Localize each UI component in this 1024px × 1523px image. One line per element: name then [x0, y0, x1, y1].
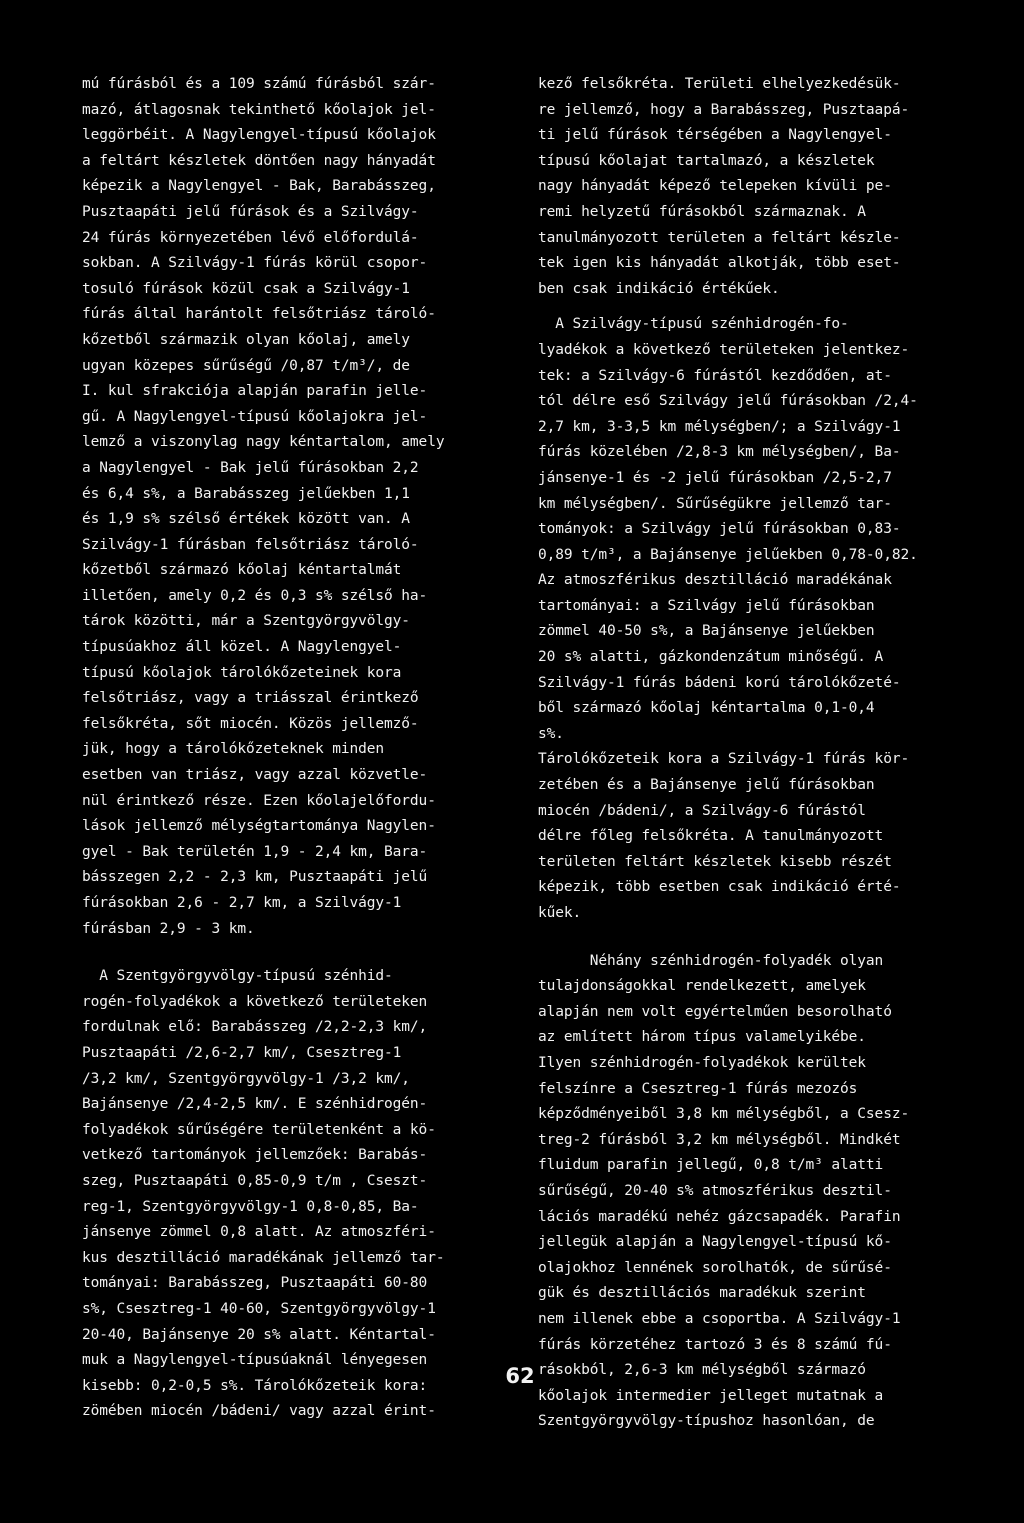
- text-line: 0,89 t/m³, a Bajánsenye jelűekben 0,78-0,82.: [538, 546, 918, 563]
- text-line: gük és desztillációs maradékuk szerint: [538, 1285, 866, 1302]
- text-line: re jellemző, hogy a Barabásszeg, Pusztaapá-: [538, 101, 910, 118]
- text-line: lyadékok a következő területeken jelentkez-: [538, 341, 910, 358]
- text-line: nem illenek ebbe a csoportba. A Szilvágy-1: [538, 1310, 901, 1327]
- text-line: Szilvágy-1 fúrásban felsőtriász tároló-: [82, 536, 419, 553]
- text-line: tományok: a Szilvágy jelű fúrásokban 0,83-: [538, 521, 901, 538]
- left-column: [82, 72, 507, 1425]
- text-line: fúrásokban 2,6 - 2,7 km, a Szilvágy-1: [82, 895, 402, 911]
- text-line: és 1,9 s% szélső értékek között van. A: [82, 511, 410, 528]
- text-line: lációs maradékú nehéz gázcsapadék. Parafin: [538, 1208, 901, 1225]
- text-line: nül érintkező része. Ezen kőolajelőfordu-: [82, 792, 436, 809]
- text-line: gű. A Nagylengyel-típusú kőolajokra jel-: [82, 408, 428, 425]
- text-line: Szilvágy-1 fúrás bádeni korú tárolókőzeté-: [538, 674, 901, 691]
- text-line: 20 s% alatti, gázkondenzátum minőségű. A: [538, 649, 884, 666]
- text-line: Tárolókőzeteik kora a Szilvágy-1 fúrás kör-: [538, 751, 910, 768]
- text-line: leggörbéit. A Nagylengyel-típusú kőolajok: [82, 127, 436, 144]
- text-line: miocén /bádeni/, a Szilvágy-6 fúrástól: [538, 802, 866, 819]
- text-line: és 6,4 s%, a Barabásszeg jelűekben 1,1: [82, 485, 410, 502]
- text-line: reg-1, Szentgyörgyvölgy-1 0,8-0,85, Ba-: [82, 1198, 419, 1215]
- text-line: treg-2 fúrásból 3,2 km mélységből. Mindkét: [538, 1131, 901, 1148]
- text-line: kőzetből származó kőolaj kéntartalmát: [82, 562, 402, 579]
- text-line: felsőtriász, vagy a triásszal érintkező: [82, 690, 419, 707]
- text-line: a Nagylengyel - Bak jelű fúrásokban 2,2: [82, 459, 419, 476]
- left-paragraph-2: [82, 964, 507, 1425]
- text-line: Pusztaapáti /2,6-2,7 km/, Csesztreg-1: [82, 1044, 402, 1061]
- right-paragraph-1: [538, 72, 978, 302]
- text-line: rogén-folyadékok a következő területeken: [82, 993, 428, 1010]
- text-line: kőolajok intermedier jelleget mutatnak a: [538, 1387, 884, 1404]
- text-line: zömében miocén /bádeni/ vagy azzal érint-: [82, 1403, 436, 1420]
- text-line: a feltárt készletek döntően nagy hányadát: [82, 152, 436, 169]
- text-line: Néhány szénhidrogén-folyadék olyan: [538, 952, 884, 969]
- text-line: tól délre eső Szilvágy jelű fúrásokban /2,4-: [538, 393, 918, 410]
- text-line: A Szentgyörgyvölgy-típusú szénhid-: [82, 968, 393, 985]
- text-line: I. kul sfrakciója alapján parafin jelle-: [82, 383, 428, 400]
- text-line: tek: a Szilvágy-6 fúrástól kezdődően, at-: [538, 367, 892, 384]
- text-line: fúrásban 2,9 - 3 km.: [82, 920, 255, 937]
- text-line: lemző a viszonylag nagy kéntartalom, amely: [82, 434, 445, 451]
- text-line: ből származó kőolaj kéntartalma 0,1-0,4: [538, 700, 875, 717]
- paragraph-gap: [538, 302, 978, 312]
- text-line: fluidum parafin jellegű, 0,8 t/m³ alatti: [538, 1157, 884, 1174]
- text-line: felsőkréta, sőt miocén. Közös jellemző-: [82, 715, 419, 732]
- text-line: km mélységben/. Sűrűségükre jellemző tar-: [538, 495, 892, 512]
- text-line: vetkező tartományok jellemzőek: Barabás-: [82, 1147, 428, 1164]
- text-line: délre főleg felsőkréta. A tanulmányozott: [538, 828, 884, 845]
- text-line: /3,2 km/, Szentgyörgyvölgy-1 /3,2 km/,: [82, 1070, 410, 1087]
- text-line: tulajdonságokkal rendelkezett, amelyek: [538, 978, 866, 995]
- text-line: muk a Nagylengyel-típusúaknál lényegesen: [82, 1352, 428, 1369]
- text-line: sokban. A Szilvágy-1 fúrás körül csopor-: [82, 255, 428, 272]
- left-paragraph-1: [82, 72, 507, 942]
- text-line: 24 fúrás környezetében lévő előfordulá-: [82, 229, 419, 246]
- text-line: fúrás közelében /2,8-3 km mélységben/, Ba-: [538, 444, 901, 461]
- text-line: jük, hogy a tárolókőzeteknek minden: [82, 741, 385, 758]
- text-line: tosuló fúrások közül csak a Szilvágy-1: [82, 280, 410, 297]
- text-line: képezik, több esetben csak indikáció érté-: [538, 879, 901, 896]
- text-line: folyadékok sűrűségére területenként a kö-: [82, 1121, 436, 1138]
- text-line: fúrás körzetéhez tartozó 3 és 8 számú fú-: [538, 1336, 892, 1353]
- right-column: [538, 72, 978, 1435]
- text-line: jellegük alapján a Nagylengyel-típusú kő-: [538, 1234, 892, 1251]
- text-line: tárok közötti, már a Szentgyörgyvölgy-: [82, 613, 410, 630]
- text-line: básszegen 2,2 - 2,3 km, Pusztaapáti jelű: [82, 869, 428, 886]
- text-line: Ilyen szénhidrogén-folyadékok kerültek: [538, 1054, 866, 1071]
- text-line: remi helyzetű fúrásokból származnak. A: [538, 203, 866, 220]
- right-paragraph-3: [538, 949, 978, 1435]
- text-line: Szentgyörgyvölgy-típushoz hasonlóan, de: [538, 1413, 875, 1430]
- text-line: kőzetből származik olyan kőolaj, amely: [82, 331, 410, 348]
- text-line: kező felsőkréta. Területi elhelyezkedésük-: [538, 76, 901, 92]
- text-line: területen feltárt készletek kisebb részét: [538, 853, 892, 870]
- text-line: típusú kőolajok tárolókőzeteinek kora: [82, 664, 402, 681]
- text-line: mazó, átlagosnak tekinthető kőolajok jel-: [82, 101, 436, 118]
- text-line: tek igen kis hányadát alkotják, több eset-: [538, 255, 901, 272]
- text-line: sűrűségű, 20-40 s% atmoszférikus desztil-: [538, 1182, 892, 1199]
- text-line: gyel - Bak területén 1,9 - 2,4 km, Bara-: [82, 843, 428, 860]
- text-line: fúrás által harántolt felsőtriász tároló-: [82, 306, 436, 323]
- text-line: tartományai: a Szilvágy jelű fúrásokban: [538, 597, 875, 614]
- text-line: kisebb: 0,2-0,5 s%. Tárolókőzeteik kora:: [82, 1377, 428, 1394]
- text-line: alapján nem volt egyértelműen besorolható: [538, 1003, 892, 1020]
- text-line: s%, Csesztreg-1 40-60, Szentgyörgyvölgy-1: [82, 1300, 436, 1317]
- text-line: A Szilvágy-típusú szénhidrogén-fo-: [538, 316, 849, 333]
- text-line: ti jelű fúrások térségében a Nagylengyel-: [538, 127, 892, 144]
- page-number: 62: [505, 1364, 535, 1388]
- text-line: ugyan közepes sűrűségű /0,87 t/m³/, de: [82, 357, 410, 374]
- text-line: képződményeiből 3,8 km mélységből, a Csesz-: [538, 1106, 910, 1123]
- text-line: zetében és a Bajánsenye jelű fúrásokban: [538, 777, 875, 794]
- text-line: mú fúrásból és a 109 számú fúrásból szár-: [82, 76, 436, 92]
- text-line: tományai: Barabásszeg, Pusztaapáti 60-80: [82, 1275, 428, 1292]
- text-line: jánsenye-1 és -2 jelű fúrásokban /2,5-2,7: [538, 469, 892, 486]
- text-line: s%.: [538, 725, 564, 742]
- text-line: esetben van triász, vagy azzal közvetle-: [82, 767, 428, 784]
- text-line: rásokból, 2,6-3 km mélységből származó: [538, 1362, 866, 1379]
- text-line: lások jellemző mélységtartománya Nagylen-: [82, 818, 436, 835]
- text-line: zömmel 40-50 s%, a Bajánsenye jelűekben: [538, 623, 875, 640]
- text-line: szeg, Pusztaapáti 0,85-0,9 t/m , Cseszt-: [82, 1172, 428, 1189]
- text-line: az említett három típus valamelyikébe.: [538, 1029, 866, 1046]
- text-line: 20-40, Bajánsenye 20 s% alatt. Kéntartal-: [82, 1326, 436, 1343]
- text-line: kus desztilláció maradékának jellemző tar-: [82, 1249, 445, 1266]
- text-line: illetően, amely 0,2 és 0,3 s% szélső ha-: [82, 587, 428, 604]
- text-line: képezik a Nagylengyel - Bak, Barabásszeg,: [82, 178, 436, 195]
- text-line: olajokhoz lennének sorolhatók, de sűrűsé-: [538, 1259, 892, 1276]
- text-line: jánsenye zömmel 0,8 alatt. Az atmoszféri-: [82, 1224, 436, 1241]
- paragraph-gap: [538, 927, 978, 949]
- text-line: típusúakhoz áll közel. A Nagylengyel-: [82, 639, 402, 656]
- text-line: ben csak indikáció értékűek.: [538, 280, 780, 297]
- text-line: felszínre a Csesztreg-1 fúrás mezozós: [538, 1080, 858, 1097]
- text-line: Az atmoszférikus desztilláció maradékának: [538, 572, 892, 589]
- text-line: fordulnak elő: Barabásszeg /2,2-2,3 km/,: [82, 1019, 428, 1036]
- text-line: kűek.: [538, 905, 582, 921]
- text-line: nagy hányadát képező telepeken kívüli pe-: [538, 178, 892, 195]
- text-line: Bajánsenye /2,4-2,5 km/. E szénhidrogén-: [82, 1096, 428, 1113]
- right-paragraph-2: [538, 312, 978, 926]
- text-line: tanulmányozott területen a feltárt készle-: [538, 229, 901, 246]
- text-line: típusú kőolajat tartalmazó, a készletek: [538, 152, 875, 169]
- text-line: 2,7 km, 3-3,5 km mélységben/; a Szilvágy-1: [538, 418, 901, 435]
- text-line: Pusztaapáti jelű fúrások és a Szilvágy-: [82, 203, 419, 220]
- paragraph-gap: [82, 942, 507, 964]
